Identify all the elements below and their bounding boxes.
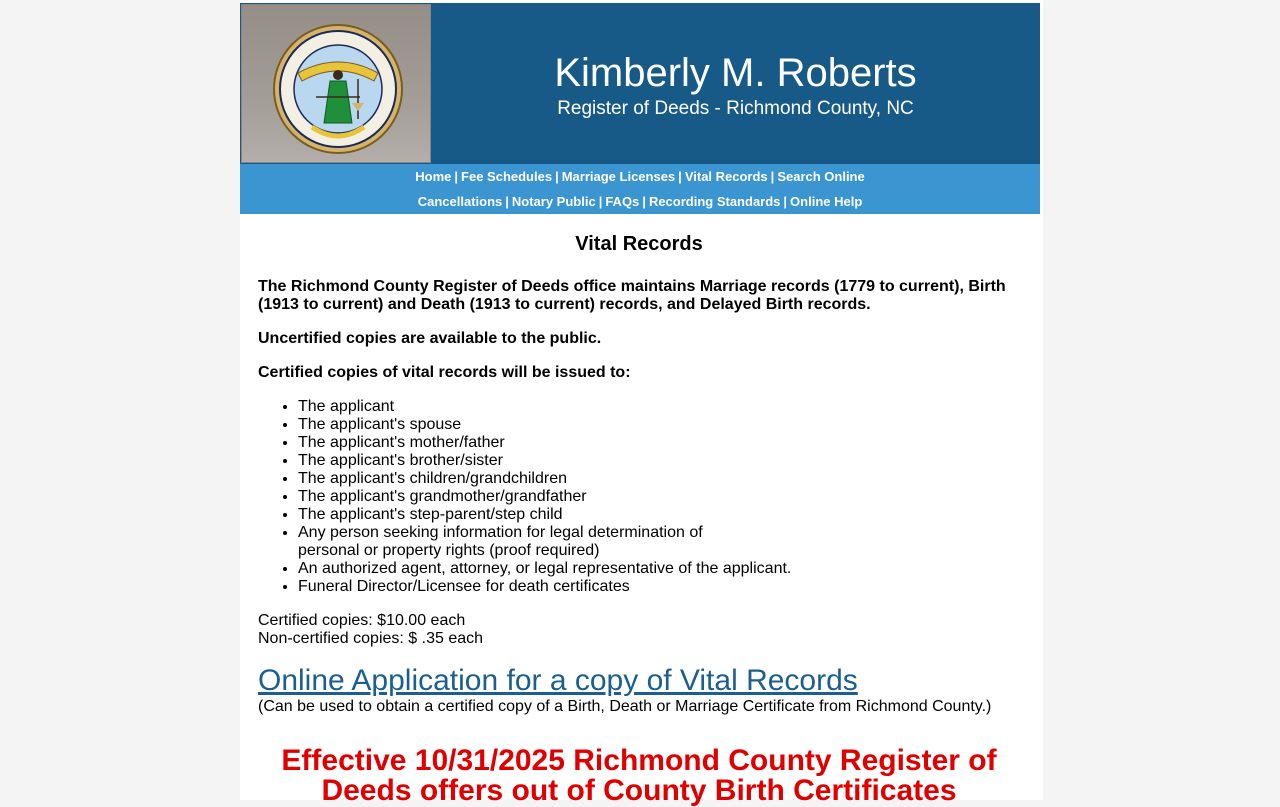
nav-link-recording-standards[interactable]: Recording Standards xyxy=(648,194,781,209)
main-content xyxy=(258,232,1020,806)
nav-separator: | xyxy=(678,169,682,184)
certified-heading: Certified copies of vital records will be issued to: xyxy=(258,364,631,381)
nav-link-online-help[interactable]: Online Help xyxy=(790,194,863,209)
nav-separator: | xyxy=(770,169,775,184)
list-item: • The applicant's grandmother/grandfather xyxy=(298,488,1020,506)
intro-paragraph: The Richmond County Register of Deeds office maintains Marriage records (1779 to current), Birth (1913 to current) and Death (1913 to current) records, and Delayed Birth records. xyxy=(258,278,1006,313)
page-container xyxy=(240,0,1043,807)
nav-separator: | xyxy=(505,194,509,209)
county-seal xyxy=(241,4,431,163)
nav-link-marriage-licenses[interactable]: Marriage Licenses xyxy=(561,169,676,184)
nav-link-home[interactable]: Home xyxy=(415,169,452,184)
recipients-list xyxy=(258,398,1020,596)
nav-link-search-online[interactable]: Search Online xyxy=(777,169,865,184)
nav-link-fee-schedules[interactable]: Fee Schedules xyxy=(461,169,553,184)
list-item: • The applicant's step-parent/step child xyxy=(298,506,1020,524)
nav-separator: | xyxy=(598,194,603,209)
nav-link-vital-records[interactable]: Vital Records xyxy=(684,169,768,184)
list-item: • The applicant's mother/father xyxy=(298,434,1020,452)
uncertified-paragraph: Uncertified copies are available to the public. xyxy=(258,330,602,347)
fee-certified: Certified copies: $10.00 each xyxy=(258,612,466,629)
main-navigation xyxy=(240,164,1040,214)
list-item: • Any person seeking information for legal determination of personal or property rights (proof required) xyxy=(298,524,718,560)
nav-separator: | xyxy=(783,194,788,209)
county-seal-icon xyxy=(272,23,404,155)
register-name: Kimberly M. Roberts xyxy=(554,51,917,95)
nav-link-notary-public[interactable]: Notary Public xyxy=(511,194,596,209)
list-item: • The applicant's brother/sister xyxy=(298,452,1020,470)
application-note: (Can be used to obtain a certified copy of a Birth, Death or Marriage Certificate from Richmond County.) xyxy=(258,698,992,715)
list-item: • The applicant's spouse xyxy=(298,416,1020,434)
list-item: • An authorized agent, attorney, or legal representative of the applicant. xyxy=(298,560,1020,578)
nav-link-faqs[interactable]: FAQs xyxy=(605,194,640,209)
nav-row-1 xyxy=(240,164,1040,189)
nav-separator: | xyxy=(454,169,459,184)
nav-link-cancellations[interactable]: Cancellations xyxy=(417,194,503,209)
list-item: • Funeral Director/Licensee for death certificates xyxy=(298,578,1020,596)
list-item: • The applicant's children/grandchildren xyxy=(298,470,1020,488)
nav-separator: | xyxy=(642,194,646,209)
page-title: Vital Records xyxy=(575,233,703,255)
nav-separator: | xyxy=(555,169,559,184)
online-application-link[interactable]: Online Application for a copy of Vital Records xyxy=(258,664,858,697)
birth-certificate-notice: Effective 10/31/2025 Richmond County Register of Deeds offers out of County Birth Certificates xyxy=(281,744,997,807)
site-header xyxy=(240,3,1040,164)
nav-row-2 xyxy=(240,189,1040,214)
fees-block xyxy=(258,612,1020,648)
list-item: • The applicant xyxy=(298,398,1020,416)
register-subtitle: Register of Deeds - Richmond County, NC xyxy=(557,98,914,119)
fee-noncertified: Non-certified copies: $ .35 each xyxy=(258,630,484,647)
